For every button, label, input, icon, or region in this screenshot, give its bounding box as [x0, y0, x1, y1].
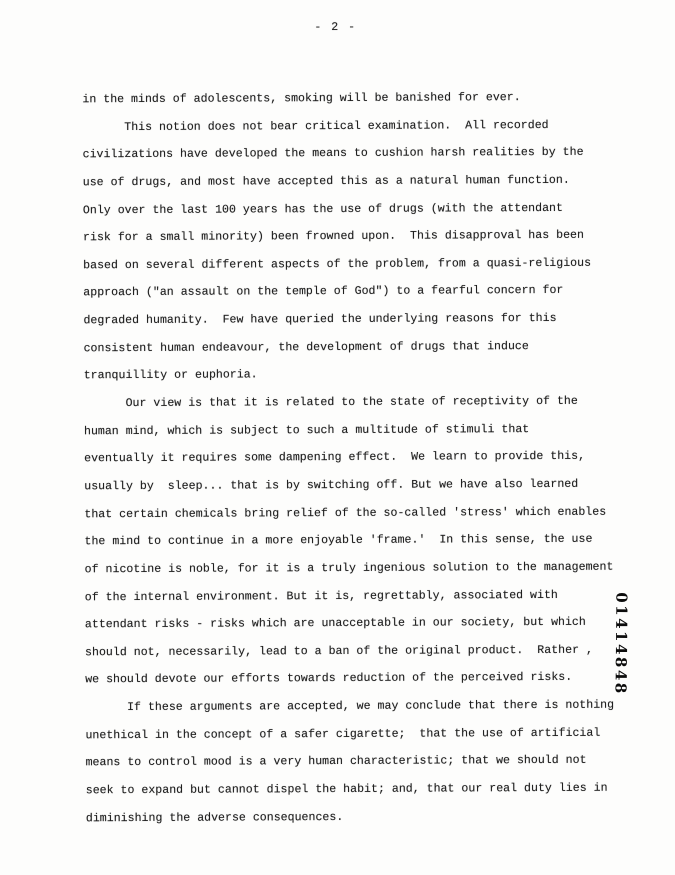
text-line: seek to expand but cannot dispel the habit; and, that our real duty lies in [85, 781, 608, 798]
page-number: - 2 - [314, 20, 357, 35]
text-line: Only over the last 100 years has the use of drugs (with the attendant [82, 201, 563, 217]
text-line: risk for a small minority) been frowned upon. This disapproval has been [82, 228, 584, 245]
text-line: diminishing the adverse consequences. [85, 810, 344, 825]
text-line: If these arguments are accepted, we may conclude that there is nothing [85, 698, 615, 715]
text-line: attendant risks - risks which are unacceptable in our society, but which [84, 615, 586, 632]
text-line: Our view is that it is related to the state of receptivity of the [83, 394, 578, 411]
text-line: human mind, which is subject to such a multitude of stimuli that [83, 422, 530, 438]
text-line: we should devote our efforts towards reduction of the perceived risks. [85, 671, 573, 687]
text-line: in the minds of adolescents, smoking will be banished for ever. [82, 91, 521, 107]
text-line: should not, necessarily, lead to a ban of the original product. Rather , [85, 643, 593, 660]
text-line: eventually it requires some dampening effect. We learn to provide this, [84, 450, 586, 466]
text-line: degraded humanity. Few have queried the underlying reasons for this [83, 312, 557, 328]
text-line: means to control mood is a very human characteristic; that we should not [85, 754, 587, 770]
text-line: the mind to continue in a more enjoyable 'frame.' In this sense, the use [84, 533, 593, 549]
text-line: civilizations have developed the means to cushion harsh realities by the [82, 146, 584, 162]
text-line: tranquillity or euphoria. [83, 368, 258, 383]
text-line: of nicotine is noble, for it is a truly ingenious solution to the management [84, 560, 614, 577]
text-line: of the internal environment. But it is, regrettably, associated with [84, 588, 558, 604]
text-line: consistent human endeavour, the development of drugs that induce [83, 339, 529, 356]
text-line: that certain chemicals bring relief of the so-called 'stress' which enables [84, 505, 607, 521]
document-body-text [82, 84, 614, 833]
text-line: unethical in the concept of a safer cigarette; that the use of artificial [85, 726, 601, 742]
text-line: based on several different aspects of the problem, from a quasi-religious [83, 256, 592, 273]
bates-number-stamp: 01414848 [611, 592, 631, 696]
text-line: This notion does not bear critical examination. All recorded [82, 118, 549, 134]
text-line: usually by sleep... that is by switching off. But we have also learned [84, 477, 579, 494]
text-line: use of drugs, and most have accepted this as a natural human function. [82, 173, 570, 190]
text-line: approach ("an assault on the temple of God") to a fearful concern for [83, 284, 564, 300]
